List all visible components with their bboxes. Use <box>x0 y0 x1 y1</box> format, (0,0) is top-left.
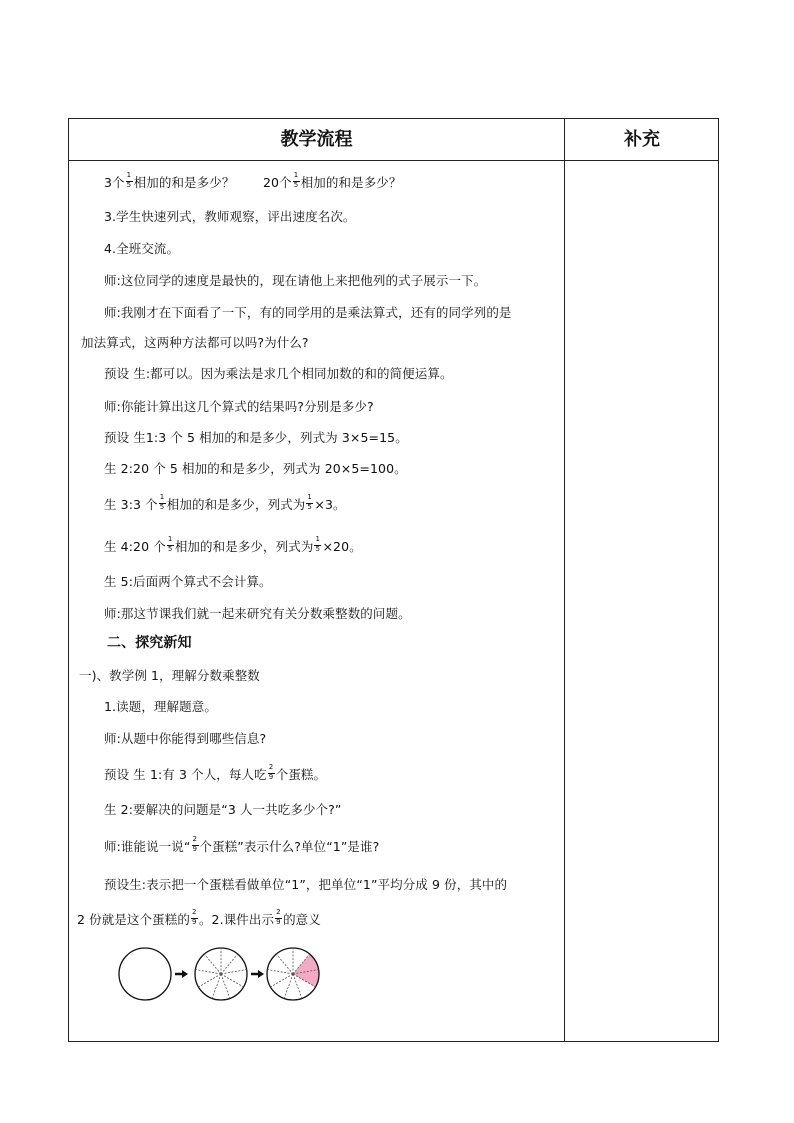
text-line: 师:这位同学的速度是最快的，现在请他上来把他列的式子展示一下。 <box>104 273 487 288</box>
cake-fraction-diagram <box>117 945 337 1005</box>
arrow-right-icon <box>251 970 264 978</box>
subsection-heading: 一)、教学例 1，理解分数乘整数 <box>79 668 260 683</box>
section-heading: 二、探究新知 <box>107 635 192 651</box>
division-line <box>267 969 293 974</box>
fraction-one-fifth: $\frac{1}{5}$ <box>167 535 173 553</box>
text-line: 师:从题中你能得到哪些信息? <box>104 731 267 746</box>
text-line: 预设 生 1:有 3 个人，每人吃 $\frac{2}{9}$ 个蛋糕。 <box>104 763 327 782</box>
fraction-one-fifth: $\frac{1}{5}$ <box>307 493 312 511</box>
fraction-one-fifth: $\frac{1}{5}$ <box>159 493 165 511</box>
text-line: 生 2:20 个 5 相加的和是多少，列式为 20×5=100。 <box>104 461 407 476</box>
division-line <box>270 974 293 987</box>
text-line: 师:我刚才在下面看了一下，有的同学用的是乘法算式，还有的同学列的是 <box>104 305 512 320</box>
fraction-two-ninths: $\frac{2}{9}$ <box>192 835 198 853</box>
arrow-right-icon <box>175 970 188 978</box>
text-line: 生 5:后面两个算式不会计算。 <box>104 574 272 589</box>
header-divider <box>69 160 718 161</box>
text-line: 生 4:20 个 $\frac{1}{5}$ 相加的和是多少，列式为 $\frac{1}{5}$ ×20。 <box>104 535 362 554</box>
text-line: 3.学生快速列式，教师观察，评出速度名次。 <box>104 209 356 224</box>
whole-cake-circle <box>119 948 171 1000</box>
text-line: 师:你能计算出这几个算式的结果吗?分别是多少? <box>104 399 374 414</box>
main-column-title: 教学流程 <box>280 129 353 150</box>
side-column-title: 补充 <box>624 129 660 150</box>
text-line: 预设生:表示把一个蛋糕看做单位“1”，把单位“1”平均分成 9 份，其中的 <box>104 877 508 892</box>
text-line: 师:那这节课我们就一起来研究有关分数乘整数的问题。 <box>104 606 411 621</box>
fraction-two-ninths: $\frac{2}{9}$ <box>268 763 274 781</box>
text-line: 生 3:3 个 $\frac{1}{5}$ 相加的和是多少，列式为 $\frac{1}{5}$ ×3。 <box>104 493 346 512</box>
text-line: 3个 $\frac{1}{5}$ 相加的和是多少？ 20个 $\frac{1}{5}$ 相加的和是多少？ <box>104 171 402 190</box>
text-line: 预设 生:都可以。因为乘法是求几个相同加数的和的简便运算。 <box>104 366 453 381</box>
division-line <box>276 954 293 974</box>
division-line <box>284 974 293 998</box>
text-line: 加法算式，这两种方法都可以吗?为什么? <box>81 335 309 350</box>
fraction-two-ninths: $\frac{2}{9}$ <box>191 908 197 926</box>
text-line: 4.全班交流。 <box>104 241 180 256</box>
fraction-two-ninths: $\frac{2}{9}$ <box>276 908 281 926</box>
text-line: 预设 生1:3 个 5 相加的和是多少，列式为 3×5=15。 <box>104 430 408 445</box>
text-line: 1.读题，理解题意。 <box>104 699 217 714</box>
fraction-one-fifth: $\frac{1}{5}$ <box>293 171 299 189</box>
text-line: 2 份就是这个蛋糕的 $\frac{2}{9}$ 。2.课件出示 $\frac{2}{9}$ 的意义 <box>77 908 321 927</box>
fraction-one-fifth: $\frac{1}{5}$ <box>126 171 132 189</box>
fraction-one-fifth: $\frac{1}{5}$ <box>315 535 320 553</box>
text-line: 师:谁能说一说“ $\frac{2}{9}$ 个蛋糕”表示什么?单位“1”是谁? <box>104 835 380 854</box>
text-line: 生 2:要解决的问题是“3 人一共吃多少个?” <box>104 802 342 817</box>
lesson-table <box>68 118 719 1042</box>
shaded-parts <box>293 954 319 987</box>
